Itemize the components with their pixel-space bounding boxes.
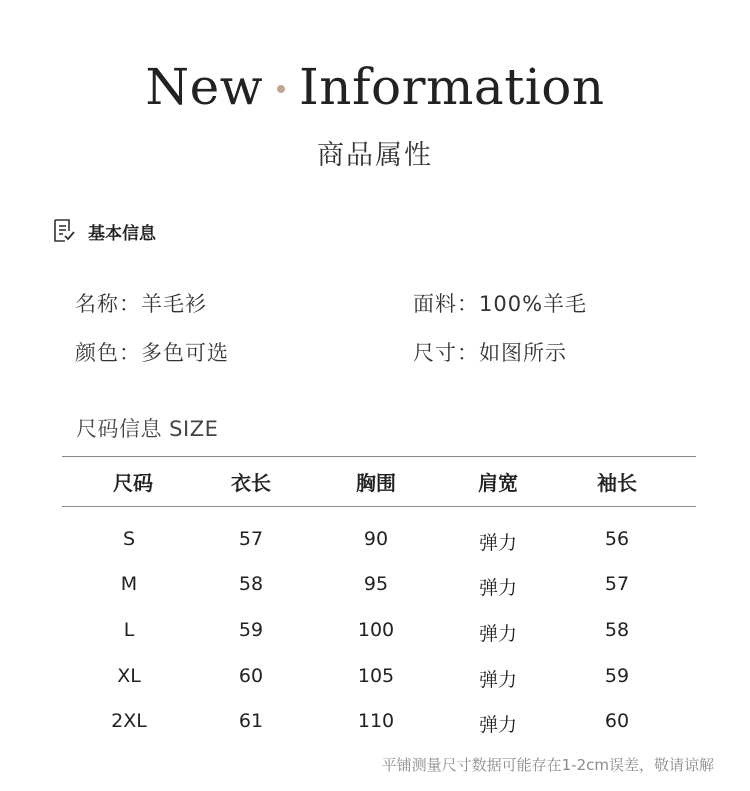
table-cell: 弹力 [478, 714, 517, 736]
col-header-size: 尺码 [113, 471, 153, 495]
size-info-heading: 尺码信息 SIZE [76, 417, 219, 441]
attr-color: 颜色：多色可选 [75, 341, 229, 365]
table-cell: 59 [604, 665, 630, 687]
table-cell: 105 [357, 665, 395, 687]
table-header-rule [62, 506, 696, 507]
table-cell: 弹力 [478, 577, 517, 599]
table-cell: 100 [357, 619, 395, 641]
table-cell: XL [117, 665, 141, 687]
title-right: Information [299, 58, 605, 116]
table-cell: 58 [604, 619, 630, 641]
table-cell: 110 [357, 710, 395, 732]
table-cell: 56 [604, 528, 630, 550]
table-top-rule [62, 456, 696, 457]
table-cell: 95 [363, 573, 389, 595]
title-dot [277, 85, 285, 93]
table-cell: L [123, 619, 135, 641]
table-cell: 59 [238, 619, 264, 641]
table-cell: M [120, 573, 138, 595]
page-title [0, 58, 750, 116]
col-header-length: 衣长 [231, 471, 271, 495]
col-header-chest: 胸围 [356, 471, 396, 495]
page-subtitle: 商品属性 [317, 140, 433, 171]
col-header-sleeve: 袖长 [597, 471, 637, 495]
table-cell: 2XL [111, 710, 147, 732]
table-cell: 58 [238, 573, 264, 595]
title-left: New [145, 58, 264, 116]
table-cell: 60 [238, 665, 264, 687]
table-cell: 弹力 [478, 669, 517, 691]
basic-info-heading [52, 216, 156, 246]
table-cell: 57 [238, 528, 264, 550]
document-list-icon [52, 218, 76, 244]
table-cell: 60 [604, 710, 630, 732]
table-cell: S [122, 528, 136, 550]
attr-fabric: 面料：100%羊毛 [413, 292, 588, 316]
attr-name: 名称：羊毛衫 [75, 292, 207, 316]
table-cell: 弹力 [478, 623, 517, 645]
table-cell: 弹力 [478, 532, 517, 554]
col-header-shoulder: 肩宽 [478, 471, 518, 495]
basic-info-label: 基本信息 [88, 223, 156, 244]
table-cell: 61 [238, 710, 264, 732]
table-cell: 90 [363, 528, 389, 550]
attr-size: 尺寸：如图所示 [413, 341, 567, 365]
measurement-note: 平铺测量尺寸数据可能存在1-2cm误差，敬请谅解 [381, 756, 714, 774]
table-cell: 57 [604, 573, 630, 595]
